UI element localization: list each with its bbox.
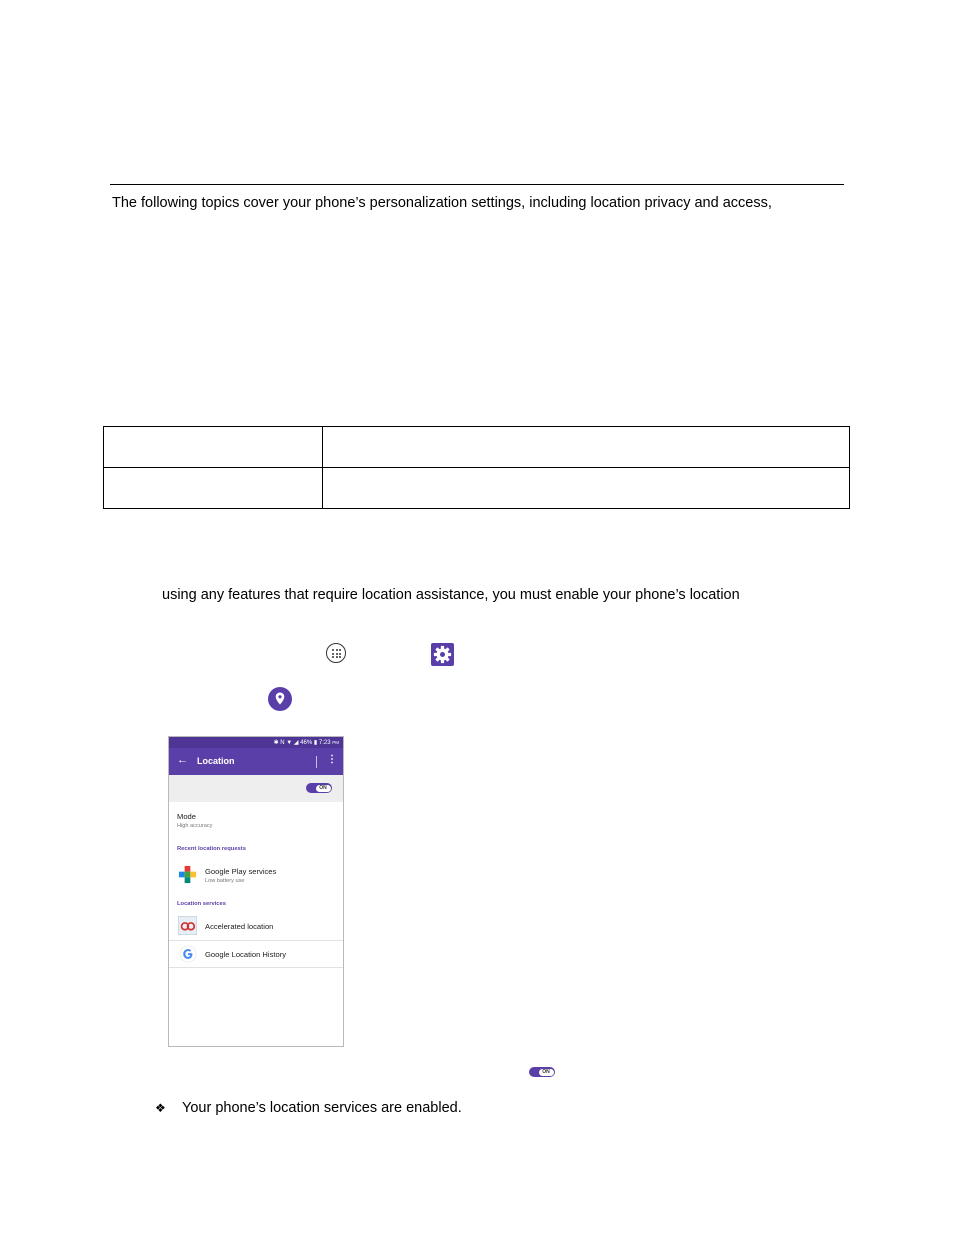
table-cell <box>323 468 850 509</box>
settings-gear-icon <box>431 643 454 666</box>
list-item-title: Google Location History <box>205 950 287 959</box>
list-divider <box>169 967 343 968</box>
apps-grid-icon <box>326 643 346 663</box>
more-options-icon[interactable]: ⋮ <box>327 754 337 765</box>
toggle-on-icon <box>529 1067 555 1077</box>
signal-icon: ◢ <box>293 740 299 746</box>
result-bullet-icon: ❖ <box>155 1101 166 1115</box>
location-toggle[interactable] <box>306 783 332 793</box>
settings-table <box>103 426 850 509</box>
accelerated-location-icon <box>178 916 197 935</box>
toggle-label: ON <box>539 1069 554 1076</box>
list-item-title: Google Play services <box>205 867 277 876</box>
intro-paragraph: The following topics cover your phone’s personalization settings, including location privacy and access, <box>112 195 772 211</box>
location-services-header: Location services <box>177 901 226 907</box>
result-text: Your phone’s location services are enabled. <box>182 1100 462 1116</box>
location-paragraph: using any features that require location assistance, you must enable your phone’s location <box>162 587 740 603</box>
table-cell <box>104 427 323 468</box>
table-cell <box>323 427 850 468</box>
list-item-title: Accelerated location <box>205 922 274 931</box>
nfc-icon: N <box>280 740 285 746</box>
toggle-label: ON <box>316 785 331 792</box>
bluetooth-icon: ✱ <box>273 740 279 746</box>
status-time: 7:23 <box>318 740 331 746</box>
table-cell <box>104 468 323 509</box>
table-row <box>104 427 850 468</box>
mode-value: High accuracy <box>177 823 213 829</box>
table-row <box>104 468 850 509</box>
battery-icon: ▮ <box>313 740 318 746</box>
app-bar <box>169 748 343 775</box>
mode-label: Mode <box>177 812 196 821</box>
back-arrow-icon[interactable]: ← <box>177 754 188 766</box>
google-g-icon <box>179 945 198 964</box>
battery-percent: 46% <box>300 740 313 746</box>
wifi-icon: ▼ <box>286 740 293 746</box>
google-play-services-icon <box>178 865 197 884</box>
master-toggle-row <box>169 775 343 802</box>
list-item-detail: Low battery use <box>205 878 245 884</box>
location-pin-icon <box>268 687 292 711</box>
status-bar <box>169 737 343 748</box>
list-divider <box>169 940 343 941</box>
section-rule <box>110 184 844 185</box>
recent-requests-header: Recent location requests <box>177 846 246 852</box>
app-bar-divider <box>316 756 317 768</box>
phone-screenshot <box>168 736 344 1047</box>
status-ampm: PM <box>332 740 339 745</box>
screen-title: Location <box>197 756 235 766</box>
